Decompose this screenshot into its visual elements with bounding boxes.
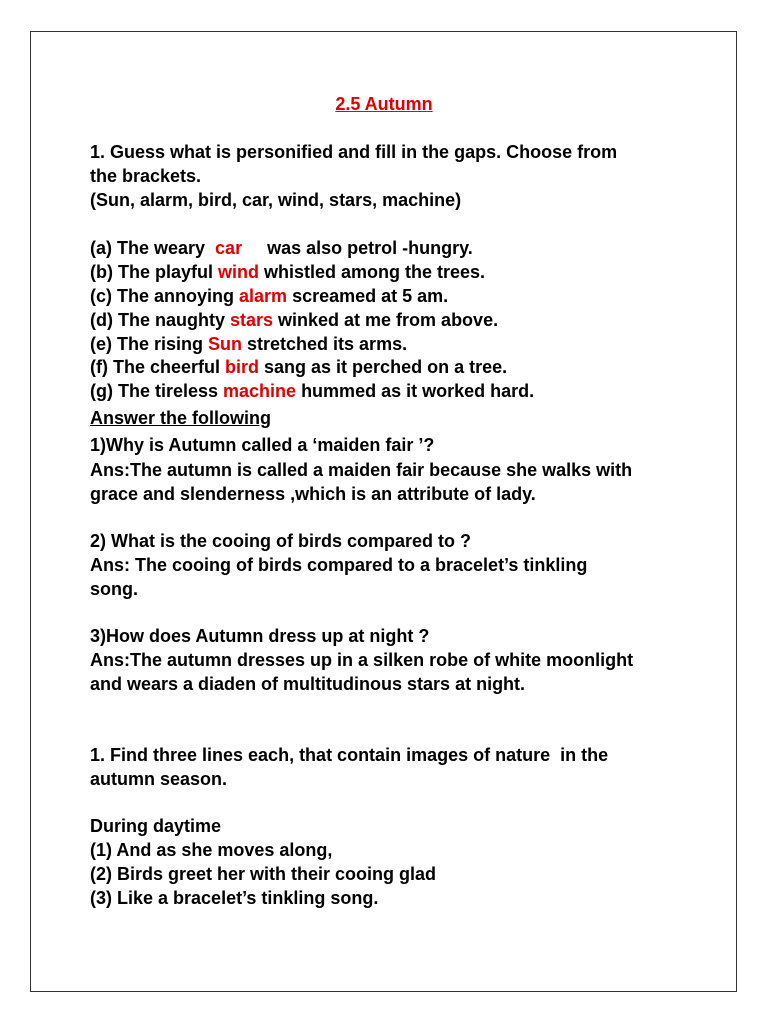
- gap-answer: machine: [223, 381, 297, 401]
- gap-item-b: (b) The playful wind whistled among the trees.: [90, 262, 486, 282]
- page-title: 2.5 Autumn: [335, 94, 433, 114]
- qa-2-question: 2) What is the cooing of birds compared to ?: [90, 531, 472, 551]
- question-1-prompt-line-1: 1. Guess what is personified and fill in the gaps. Choose from: [90, 142, 618, 162]
- gap-item-c: (c) The annoying alarm screamed at 5 am.: [90, 286, 449, 306]
- answer-heading: Answer the following: [90, 408, 272, 428]
- qa-3-answer-line-1: Ans:The autumn dresses up in a silken robe of white moonlight: [90, 650, 634, 670]
- question-1-options: (Sun, alarm, bird, car, wind, stars, machine): [90, 190, 462, 210]
- qa-2-answer-line-1: Ans: The cooing of birds compared to a bracelet’s tinkling: [90, 555, 588, 575]
- question-2-prompt-line-1: 1. Find three lines each, that contain images of nature in the: [90, 745, 609, 765]
- gap-answer: stars: [229, 310, 274, 330]
- qa-2-answer-line-2: song.: [90, 579, 138, 599]
- gap-item-d: (d) The naughty stars winked at me from above.: [90, 310, 499, 330]
- qa-3-answer-line-2: and wears a diaden of multitudinous stars at night.: [90, 674, 526, 694]
- gap-item-g: (g) The tireless machine hummed as it worked hard.: [90, 381, 535, 401]
- daytime-heading: During daytime: [90, 816, 222, 836]
- gap-answer: Sun: [208, 334, 243, 354]
- gap-answer: bird: [225, 357, 260, 377]
- qa-1-answer-line-2: grace and slenderness ,which is an attribute of lady.: [90, 484, 536, 504]
- question-1-prompt-line-2: the brackets.: [90, 166, 202, 186]
- qa-3-question: 3)How does Autumn dress up at night ?: [90, 626, 430, 646]
- daytime-line-2: (2) Birds greet her with their cooing glad: [90, 864, 437, 884]
- qa-1-question: 1)Why is Autumn called a ‘maiden fair ’?: [90, 435, 435, 455]
- daytime-line-1: (1) And as she moves along,: [90, 840, 333, 860]
- qa-1-answer-line-1: Ans:The autumn is called a maiden fair because she walks with: [90, 460, 633, 480]
- gap-answer: wind: [218, 262, 259, 282]
- question-2-prompt-line-2: autumn season.: [90, 769, 228, 789]
- gap-item-e: (e) The rising Sun stretched its arms.: [90, 334, 408, 354]
- gap-item-a: (a) The weary car was also petrol -hungry.: [90, 238, 473, 258]
- gap-answer: car: [215, 238, 243, 258]
- daytime-line-3: (3) Like a bracelet’s tinkling song.: [90, 888, 379, 908]
- gap-answer: alarm: [239, 286, 288, 306]
- gap-item-f: (f) The cheerful bird sang as it perched on a tree.: [90, 357, 508, 377]
